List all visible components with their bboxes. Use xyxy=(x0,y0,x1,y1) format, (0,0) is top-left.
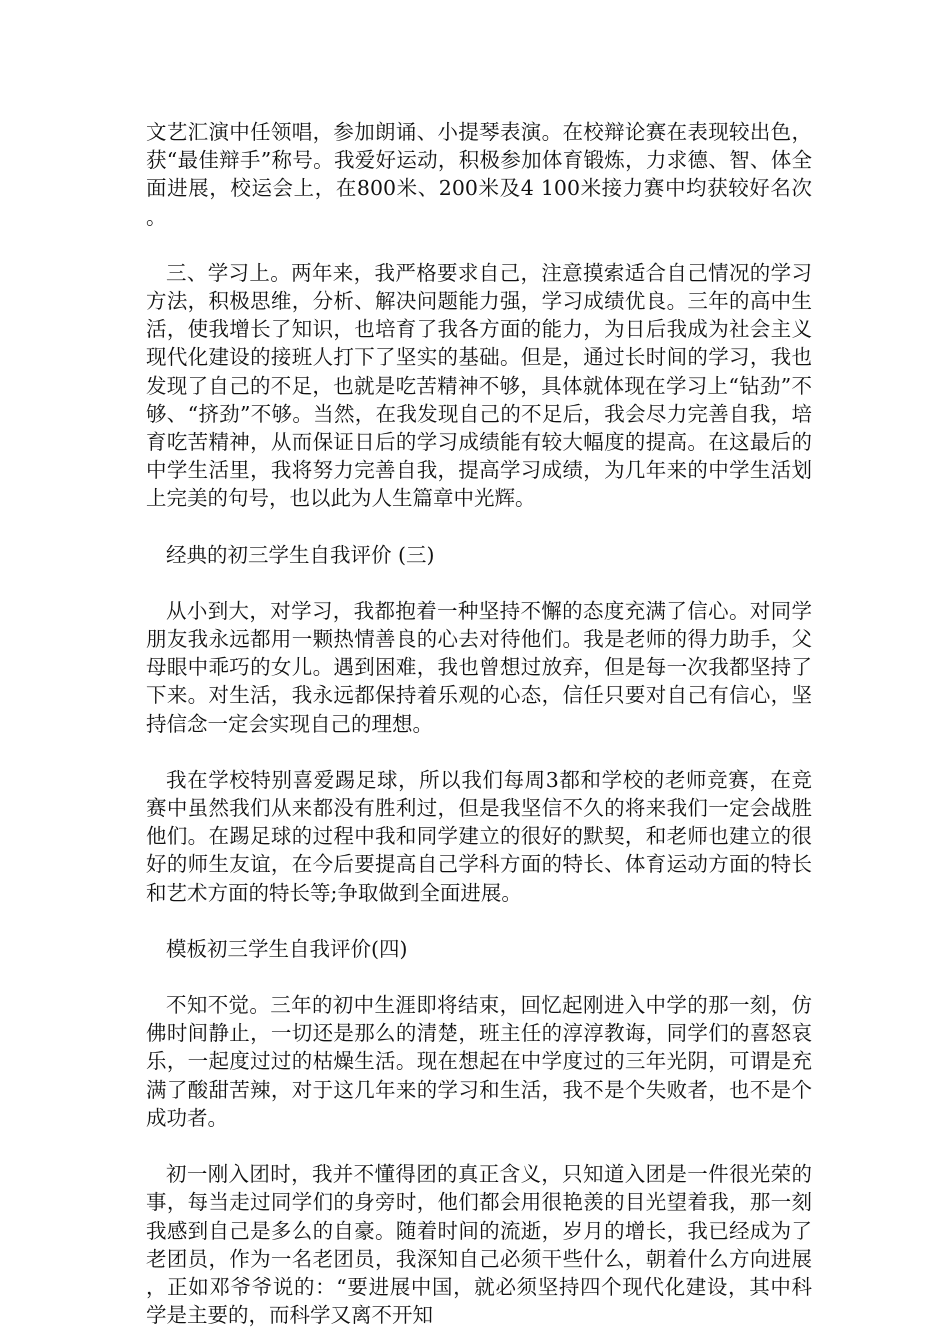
paragraph-confidence: 从小到大，对学习，我都抱着一种坚持不懈的态度充满了信心。对同学朋友我永远都用一颗热情善良的心去对待他们。我是老师的得力助手，父母眼中乖巧的女儿。遇到困难，我也曾想过放弃，但是每一次我都坚持了下来。对生活，我永远都保持着乐观的心态，信任只要对自己有信心，坚持信念一定会实现自己的理想。 xyxy=(146,598,812,736)
paragraph-study: 三、学习上。两年来，我严格要求自己，注意摸索适合自己情况的学习方法，积极思维，分析、解决问题能力强，学习成绩优良。三年的高中生活，使我增长了知识，也培育了我各方面的能力，为日后我成为社会主义现代化建设的接班人打下了坚实的基础。但是，通过长时间的学习，我也发现了自己的不足，也就是吃苦精神不够，具体就体现在学习上“钻劲”不够、“挤劲”不够。当然，在我发现自己的不足后，我会尽力完善自我，培育吃苦精神，从而保证日后的学习成绩能有较大幅度的提高。在这最后的中学生活里，我将努力完善自我，提高学习成绩，为几年来的中学生活划上完美的句号，也以此为人生篇章中光辉。 xyxy=(146,260,812,511)
paragraph-league: 初一刚入团时，我并不懂得团的真正含义，只知道入团是一件很光荣的事，每当走过同学们的身旁时，他们都会用很艳羡的目光望着我，那一刻我感到自己是多么的自豪。随着时间的流逝，岁月的增长，我已经成为了老团员，作为一名老团员，我深知自己必须干些什么，朝着什么方向进展，正如邓爷爷说的：“要进展中国，就必须坚持四个现代化建设，其中科学是主要的，而科学又离不开知 xyxy=(146,1162,812,1328)
paragraph-activities: 文艺汇演中任领唱，参加朗诵、小提琴表演。在校辩论赛在表现较出色，获“最佳辩手”称号。我爱好运动，积极参加体育锻炼，力求德、智、体全面进展，校运会上，在800米、200米及4 100米接力赛中均获较好名次。 xyxy=(146,120,812,229)
paragraph-football: 我在学校特别喜爱踢足球，所以我们每周3都和学校的老师竞赛，在竞赛中虽然我们从来都没有胜利过，但是我坚信不久的将来我们一定会战胜他们。在踢足球的过程中我和同学建立的很好的默契，和老师也建立的很好的师生友谊，在今后要提高自己学科方面的特长、体育运动方面的特长和艺术方面的特长等;争取做到全面进展。 xyxy=(146,767,812,905)
section-heading-three: 经典的初三学生自我评价 (三) xyxy=(166,542,435,567)
section-heading-four: 模板初三学生自我评价(四) xyxy=(166,936,408,961)
paragraph-memories: 不知不觉。三年的初中生涯即将结束，回忆起刚进入中学的那一刻，仿佛时间静止，一切还是那么的清楚，班主任的淳淳教诲，同学们的喜怒哀乐，一起度过过的枯燥生活。现在想起在中学度过的三年光阴，可谓是充满了酸甜苦辣，对于这几年来的学习和生活，我不是个失败者，也不是个成功者。 xyxy=(146,993,812,1130)
document-body xyxy=(146,118,812,1329)
